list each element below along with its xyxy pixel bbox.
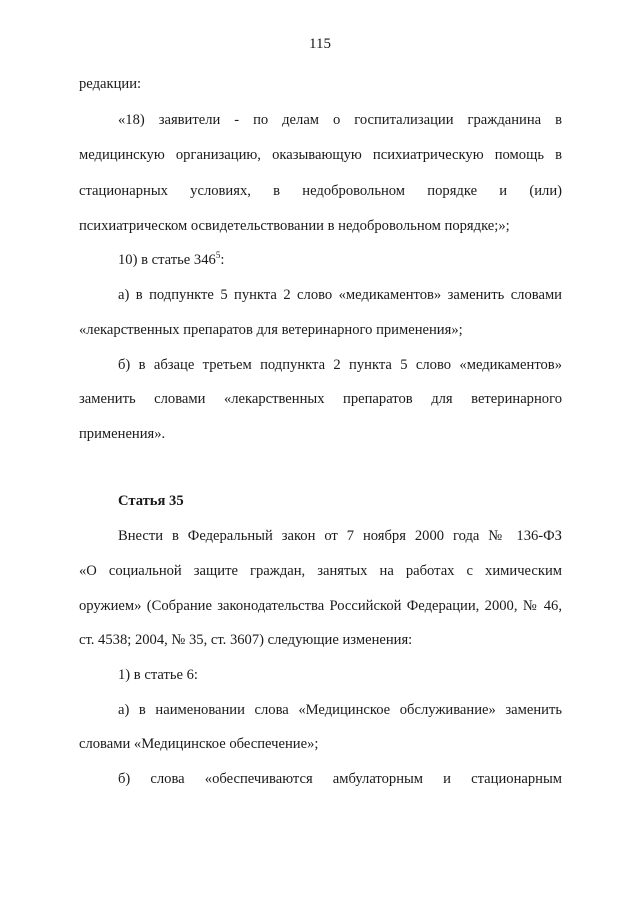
text-line: а) в наименовании слова «Медицинское обслуживание» заменить	[118, 702, 562, 718]
text-line: «О социальной защите граждан, занятых на работах с химическим	[79, 563, 562, 579]
colon-text: :	[220, 252, 225, 268]
text-line: «18) заявители - по делам о госпитализации гражданина в	[118, 112, 562, 128]
text-line	[118, 251, 562, 269]
section-heading: Статья 35	[118, 493, 184, 509]
text-line: редакции:	[79, 76, 142, 92]
text-line: словами «Медицинское обеспечение»;	[79, 736, 319, 752]
text-line: заменить словами «лекарственных препаратов для ветеринарного	[79, 391, 562, 407]
text-line: медицинскую организацию, оказывающую психиатрическую помощь в	[79, 147, 562, 163]
text-line: «лекарственных препаратов для ветеринарного применения»;	[79, 322, 463, 338]
text-line: оружием» (Собрание законодательства Российской Федерации, 2000, № 46,	[79, 598, 562, 614]
page-number: 115	[309, 36, 331, 52]
text-line: а) в подпункте 5 пункта 2 слово «медикаментов» заменить словами	[118, 287, 562, 303]
text-line: 1) в статье 6:	[118, 667, 198, 683]
text-line: б) в абзаце третьем подпункта 2 пункта 5 слово «медикаментов»	[118, 357, 562, 373]
text-line: Внести в Федеральный закон от 7 ноября 2000 года № 136-ФЗ	[118, 528, 562, 544]
text-line: ст. 4538; 2004, № 35, ст. 3607) следующие изменения:	[79, 632, 413, 648]
superscript: 5	[215, 250, 221, 261]
text-line: применения».	[79, 426, 166, 442]
text-line: стационарных условиях, в недобровольном порядке и (или)	[79, 183, 562, 199]
text-line: психиатрическом освидетельствовании в недобровольном порядке;»;	[79, 218, 510, 234]
article-ref-text: 10) в статье 346	[118, 252, 216, 268]
text-line: б) слова «обеспечиваются амбулаторным и стационарным	[118, 771, 562, 787]
